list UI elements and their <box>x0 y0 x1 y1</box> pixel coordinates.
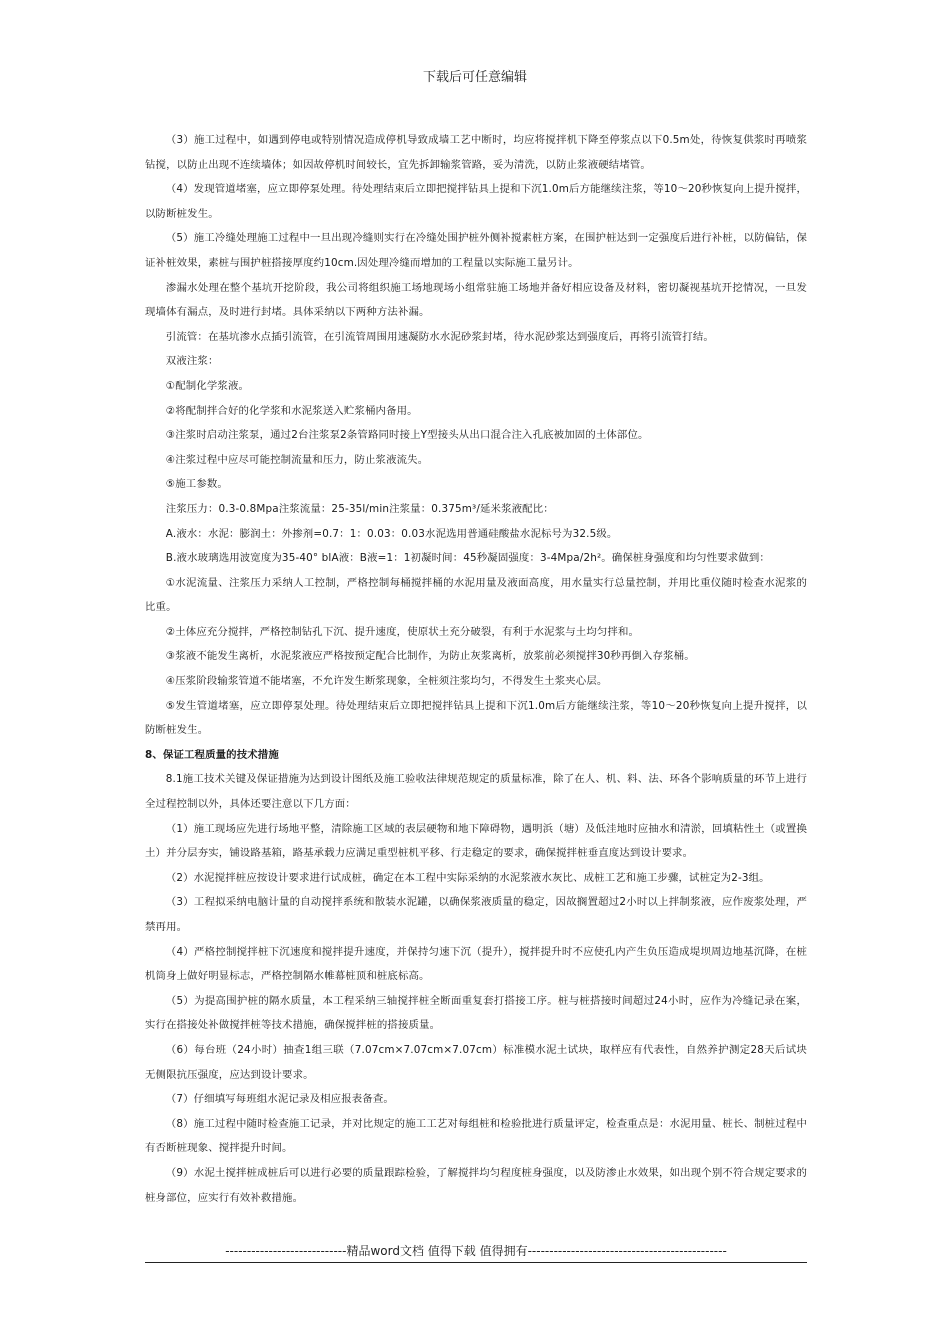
paragraph: （3）工程拟采纳电脑计量的自动搅拌系统和散装水泥罐，以确保浆液质量的稳定，因故搁置超过2小时以上拌制浆液，应作废浆处理，严禁再用。 <box>145 896 807 933</box>
paragraph: ①水泥流量、注浆压力采纳人工控制，严格控制每桶搅拌桶的水泥用量及液面高度，用水量实行总量控制，并用比重仪随时检查水泥浆的比重。 <box>145 576 807 614</box>
page-header: 下载后可任意编辑 <box>422 70 527 85</box>
paragraph: 注浆压力：0.3-0.8Mpa注浆流量：25-35l/min注浆量：0.375m³/延米浆液配比： <box>165 502 554 515</box>
footer-divider <box>145 1262 807 1263</box>
paragraph: ⑤发生管道堵塞，应立即停泵处理。待处理结束后立即把搅拌钻具上提和下沉1.0m后方能继续注浆，等10～20秒恢复向上提升搅拌，以防断桩发生。 <box>145 699 807 737</box>
paragraph: ③浆液不能发生离析，水泥浆液应严格按预定配合比制作，为防止灰浆离析，放浆前必须搅拌30秒再倒入存浆桶。 <box>165 650 695 663</box>
paragraph: （5）施工冷缝处理施工过程中一旦出现冷缝则实行在冷缝处围护桩外侧补搅素桩方案，在围护桩达到一定强度后进行补桩，以防偏钻，保证补桩效果，素桩与围护桩搭接厚度约10cm.因处理冷缝而增加的工程量以实际施工量另计。 <box>145 232 807 269</box>
paragraph: ⑤施工参数。 <box>165 478 228 491</box>
paragraph: 8.1施工技术关键及保证措施为达到设计图纸及施工验收法律规范规定的质量标准，除了在人、机、料、法、环各个影响质量的环节上进行全过程控制以外，具体还要注意以下几方面： <box>145 773 807 811</box>
paragraph: （4）严格控制搅拌桩下沉速度和搅拌提升速度，并保持匀速下沉（提升），搅拌提升时不应使孔内产生负压造成堤坝周边地基沉降，在桩机筒身上做好明显标志，严格控制隔水帷幕桩顶和桩底标高。 <box>145 945 807 983</box>
paragraph: （5）为提高围护桩的隔水质量，本工程采纳三轴搅拌桩全断面重复套打搭接工序。桩与桩搭接时间超过24小时，应作为冷缝记录在案，实行在搭接处补做搅拌桩等技术措施，确保搅拌桩的搭接质量。 <box>145 994 807 1032</box>
paragraph: （1）施工现场应先进行场地平整，清除施工区域的表层硬物和地下障碍物，遇明浜（塘）及低洼地时应抽水和清淤，回填粘性土（或置换土）并分层夯实，铺设路基箱，路基承载力应满足重型桩机平移、行走稳定的要求，确保搅拌桩垂直度达到设计要求。 <box>145 822 807 860</box>
paragraph: （8）施工过程中随时检查施工记录，并对比规定的施工工艺对每组桩和检验批进行质量评定，检查重点是：水泥用量、桩长、制桩过程中有否断桩现象、搅拌提升时间。 <box>145 1117 807 1155</box>
paragraph: B.液水玻璃选用波宽度为35-40° blA液：B液=1：1初凝时间：45秒凝固强度：3-4Mpa/2h²。确保桩身强度和均匀性要求做到： <box>165 552 770 565</box>
paragraph: A.液水：水泥：膨润土：外掺剂=0.7：1：0.03：0.03水泥选用普通硅酸盐水泥标号为32.5级。 <box>165 527 618 540</box>
paragraph: 引流管：在基坑渗水点插引流管，在引流管周围用速凝防水水泥砂浆封堵，待水泥砂浆达到强度后，再将引流管打结。 <box>165 330 714 343</box>
paragraph: 双液注浆： <box>165 355 219 368</box>
page-footer: ----------------------------精品word文档 值得下载 值得拥有---------------------------------------------- <box>225 1244 727 1258</box>
paragraph: （7）仔细填写每班组水泥记录及相应报表备查。 <box>165 1093 394 1106</box>
paragraph: （9）水泥土搅拌桩成桩后可以进行必要的质量跟踪检验，了解搅拌均匀程度桩身强度，以及防渗止水效果，如出现个别不符合规定要求的桩身部位，应实行有效补救措施。 <box>145 1166 807 1204</box>
paragraph: （4）发现管道堵塞，应立即停泵处理。待处理结束后立即把搅拌钻具上提和下沉1.0m后方能继续注浆，等10～20秒恢复向上提升搅拌，以防断桩发生。 <box>145 183 807 220</box>
document-body <box>145 128 807 1210</box>
paragraph: ②土体应充分搅拌，严格控制钻孔下沉、提升速度，使原状土充分破裂，有利于水泥浆与土均匀拌和。 <box>165 625 640 638</box>
paragraph: （3）施工过程中，如遇到停电或特别情况造成停机导致成墙工艺中断时，均应将搅拌机下降至停浆点以下0.5m处，待恢复供浆时再喷浆钻搅，以防止出现不连续墙体；如因故停机时间较长，宜先拆卸输浆管路，妥为清洗，以防止浆液硬结堵管。 <box>145 134 807 171</box>
paragraph: （2）水泥搅拌桩应按设计要求进行试成桩，确定在本工程中实际采纳的水泥浆液水灰比、成桩工艺和施工步骤，试桩定为2-3组。 <box>165 871 770 884</box>
paragraph: ③注浆时启动注浆泵，通过2台注浆泵2条管路同时接上Y型接头从出口混合注入孔底被加固的土体部位。 <box>165 429 649 442</box>
paragraph: ①配制化学浆液。 <box>165 379 250 392</box>
paragraph: ④压浆阶段输浆管道不能堵塞，不允许发生断浆现象，全桩须注浆均匀，不得发生土浆夹心层。 <box>165 675 608 688</box>
paragraph: ②将配制拌合好的化学浆和水泥浆送入贮浆桶内备用。 <box>165 404 418 417</box>
section-heading: 8、保证工程质量的技术措施 <box>145 748 279 761</box>
paragraph: （6）每台班（24小时）抽查1组三联（7.07cm×7.07cm×7.07cm）标准模水泥土试块，取样应有代表性，自然养护测定28天后试块无侧限抗压强度，应达到设计要求。 <box>145 1043 807 1081</box>
paragraph: 渗漏水处理在整个基坑开挖阶段，我公司将组织施工场地现场小组常驻施工场地并备好相应设备及材料，密切凝视基坑开挖情况，一旦发现墙体有漏点，及时进行封堵。具体采纳以下两种方法补漏。 <box>145 281 807 319</box>
paragraph: ④注浆过程中应尽可能控制流量和压力，防止浆液流失。 <box>165 453 429 466</box>
